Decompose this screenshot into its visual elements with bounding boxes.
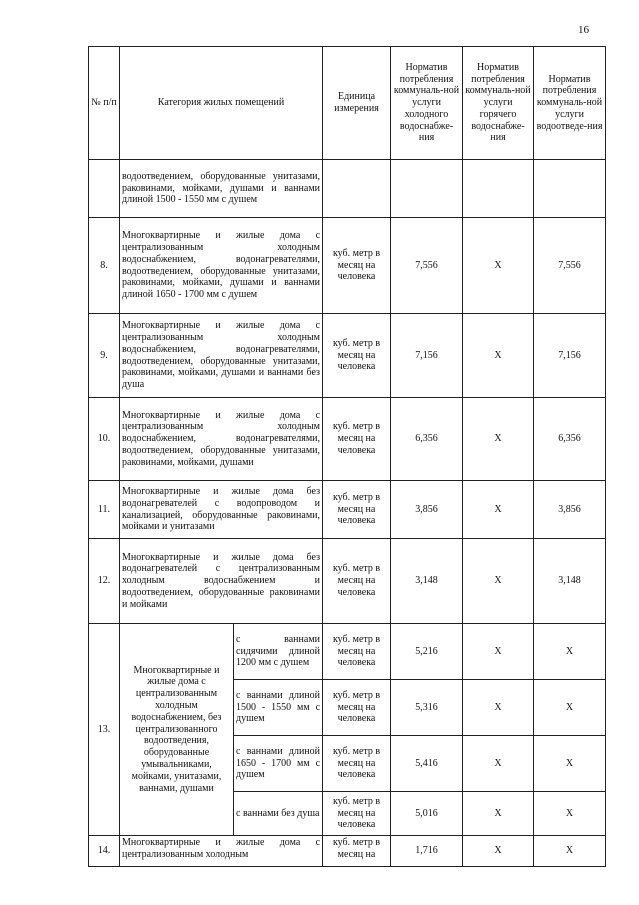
- header-row: [89, 47, 606, 160]
- cell-hot: Х: [463, 680, 534, 736]
- continuation-row: [89, 160, 606, 218]
- header-category: Категория жилых помещений: [120, 47, 323, 160]
- cell-cold: 5,416: [391, 736, 463, 792]
- cell-unit: куб. метр в месяц на человека: [323, 218, 391, 314]
- header-num: № п/п: [89, 47, 120, 160]
- cell-drain: Х: [534, 736, 606, 792]
- cell-hot: Х: [463, 836, 534, 867]
- cell-unit: куб. метр в месяц на человека: [323, 680, 391, 736]
- cell-hot: Х: [463, 736, 534, 792]
- cell-category: водоотведением, оборудованные унитазами, раковинами, мойками, душами и ваннами длиной 1500 - 1550 мм с душем: [120, 160, 323, 218]
- header-unit: Единица измерения: [323, 47, 391, 160]
- table-row-14: [89, 836, 606, 867]
- cell-drain: Х: [534, 792, 606, 836]
- cell-unit: куб. метр в месяц на человека: [323, 481, 391, 539]
- cell-unit: куб. метр в месяц на человека: [323, 736, 391, 792]
- cell-cold: 3,148: [391, 539, 463, 624]
- cell-unit: куб. метр в месяц на человека: [323, 792, 391, 836]
- cell-category: Многоквартирные и жилые дома с централизованным холодным: [120, 836, 323, 867]
- cell-hot: Х: [463, 481, 534, 539]
- cell-hot: Х: [463, 218, 534, 314]
- header-hot-water: Норматив потребления коммуналь-ной услуги горячего водоснабже-ния: [463, 47, 534, 160]
- cell-unit: куб. метр в месяц на человека: [323, 624, 391, 680]
- cell-cold: [391, 160, 463, 218]
- cell-cold: 7,556: [391, 218, 463, 314]
- cell-cold: 6,356: [391, 398, 463, 481]
- cell-cold: 7,156: [391, 314, 463, 398]
- cell-unit: куб. метр в месяц на: [323, 836, 391, 867]
- table-row: [89, 314, 606, 398]
- cell-category: Многоквартирные и жилые дома с централизованным холодным водоснабжением, водонагревателями, водоотведением, оборудованные унитазами, раковинами, мойками, душами и ваннами без душа: [120, 314, 323, 398]
- cell-category: Многоквартирные и жилые дома с централизованным холодным водоснабжением, водонагревателями, водоотведением, оборудованные унитазами, раковинами, мойками, душами и ваннами длиной 1650 - 1700 мм с душем: [120, 218, 323, 314]
- cell-category: Многоквартирные и жилые дома с централизованным холодным водоснабжением, без централизованного водоотведения, оборудованные умывальниками, мойками, унитазами, ваннами, душами: [120, 624, 234, 836]
- cell-num: 8.: [89, 218, 120, 314]
- cell-subcategory: с ваннами длиной 1650 - 1700 мм с душем: [234, 736, 323, 792]
- cell-num: [89, 160, 120, 218]
- header-drainage: Норматив потребления коммуналь-ной услуги водоотведе-ния: [534, 47, 606, 160]
- cell-drain: 6,356: [534, 398, 606, 481]
- cell-hot: Х: [463, 398, 534, 481]
- cell-num: 9.: [89, 314, 120, 398]
- cell-subcategory: с ваннами длиной 1500 - 1550 мм с душем: [234, 680, 323, 736]
- cell-category: Многоквартирные и жилые дома без водонагревателей с водопроводом и канализацией, оборудованные раковинами, мойками и унитазами: [120, 481, 323, 539]
- cell-drain: Х: [534, 624, 606, 680]
- table-row-13a: [89, 624, 606, 680]
- cell-category: Многоквартирные и жилые дома с централизованным холодным водоснабжением, водонагревателями, водоотведением, оборудованные унитазами, раковинами, мойками, душами: [120, 398, 323, 481]
- cell-hot: Х: [463, 539, 534, 624]
- cell-subcategory: с ваннами сидячими длиной 1200 мм с душем: [234, 624, 323, 680]
- cell-drain: [534, 160, 606, 218]
- cell-drain: 7,156: [534, 314, 606, 398]
- cell-num: 14.: [89, 836, 120, 867]
- cell-drain: Х: [534, 680, 606, 736]
- header-cold-water: Норматив потребления коммуналь-ной услуги холодного водоснабже-ния: [391, 47, 463, 160]
- cell-drain: 3,856: [534, 481, 606, 539]
- cell-unit: куб. метр в месяц на человека: [323, 539, 391, 624]
- cell-hot: Х: [463, 624, 534, 680]
- cell-drain: 3,148: [534, 539, 606, 624]
- cell-category: Многоквартирные и жилые дома без водонагревателей с централизованным холодным водоснабжением и водоотведением, оборудованные раковинами и мойками: [120, 539, 323, 624]
- table-row: [89, 218, 606, 314]
- table-row: [89, 398, 606, 481]
- cell-num: 12.: [89, 539, 120, 624]
- table-row: [89, 481, 606, 539]
- cell-num: 13.: [89, 624, 120, 836]
- cell-num: 10.: [89, 398, 120, 481]
- cell-hot: Х: [463, 792, 534, 836]
- cell-drain: Х: [534, 836, 606, 867]
- cell-hot: [463, 160, 534, 218]
- page-number: 16: [578, 24, 589, 36]
- cell-hot: Х: [463, 314, 534, 398]
- cell-cold: 5,216: [391, 624, 463, 680]
- cell-unit: [323, 160, 391, 218]
- table-row: [89, 539, 606, 624]
- cell-num: 11.: [89, 481, 120, 539]
- cell-unit: куб. метр в месяц на человека: [323, 314, 391, 398]
- cell-unit: куб. метр в месяц на человека: [323, 398, 391, 481]
- cell-drain: 7,556: [534, 218, 606, 314]
- cell-cold: 1,716: [391, 836, 463, 867]
- cell-subcategory: с ваннами без душа: [234, 792, 323, 836]
- consumption-norms-table: [88, 46, 606, 867]
- cell-cold: 3,856: [391, 481, 463, 539]
- cell-cold: 5,316: [391, 680, 463, 736]
- cell-cold: 5,016: [391, 792, 463, 836]
